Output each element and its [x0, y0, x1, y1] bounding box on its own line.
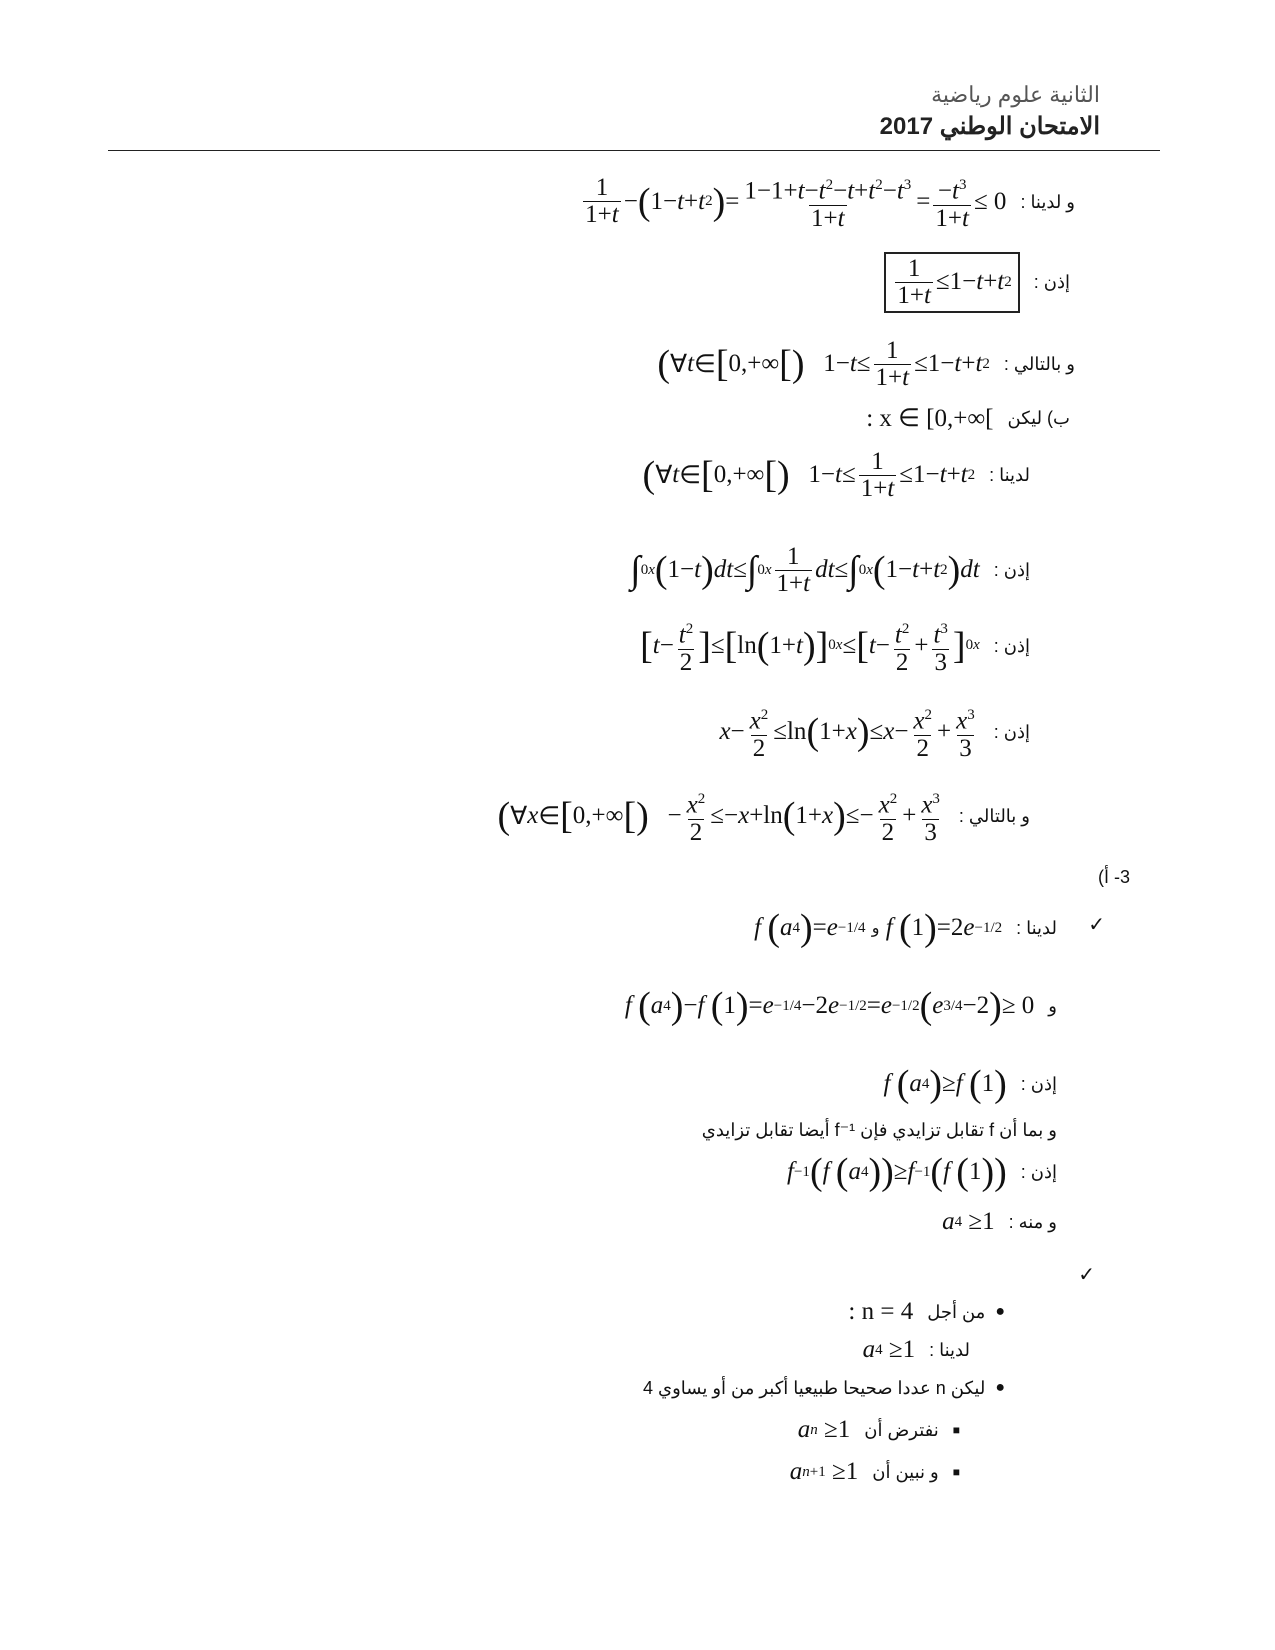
label-then: إذن :: [993, 559, 1030, 580]
label-then: إذن :: [1033, 271, 1070, 292]
math-expression: a n+1 ≥1: [789, 1458, 859, 1485]
bullet-icon: ●: [995, 1379, 1005, 1396]
label-we-have-and: و لدينا :: [1020, 191, 1075, 212]
math-expression: [ t − $\frac{t^2}{2}$ ] ≤ [ ln ( 1+ t ) ] 0 x ≤ [ t − $\frac{t^2}{2}$ + $\frac{t^3}{3}$ ] 0 x: [640, 621, 980, 676]
math-expression: f ( a 4 ) ≥ f ( 1 ): [883, 1063, 1007, 1105]
label-and: و: [1048, 995, 1057, 1016]
line-let-x: [866, 400, 1070, 436]
label-we-have: لدينا :: [989, 464, 1030, 485]
math-n-eq-4: : n = 4: [848, 1298, 914, 1325]
label-hence: و منه :: [1008, 1211, 1057, 1232]
header-divider: [108, 150, 1160, 151]
math-expression: a 4 ≥1: [942, 1208, 995, 1235]
label-let-n: ليكن n عددا صحيحا طبيعيا أكبر من أو يساوي 4: [642, 1377, 986, 1398]
eq-difference: [580, 172, 1075, 232]
eq-boxed-result: [884, 252, 1070, 312]
math-expression: ( ∀ t ∈ [ 0,+∞ [ ) 1− t ≤ $\frac{1}{1+t}$ ≤1− t + t 2: [657, 336, 990, 391]
label-let-x: ب) ليكن: [1007, 407, 1070, 428]
boxed-inequality: $\frac{1}{1+t}$ ≤1− t + t 2: [884, 252, 1019, 313]
label-then: إذن :: [1020, 1161, 1057, 1182]
line-we-have-a4: [863, 1330, 970, 1370]
bullet-let-n: [643, 1368, 1005, 1408]
eq-a4-result: [942, 1200, 1057, 1244]
eq-ln-bounds: [719, 702, 1030, 762]
header-subtitle: الثانية علوم رياضية: [931, 82, 1100, 107]
math-expression: $\frac{1}{1+t}$ − ( 1− t + t 2 ) = $\frac{1-1+t-t^2-t+t^2-t^3}{1+t}$ = $\frac{-t^3}{1+t}$ ≤ 0: [585, 174, 1007, 232]
label-show: و نبين أن: [872, 1461, 939, 1482]
math-expression: f −1 ( f ( a 4 ) ) ≥ f −1 ( f ( 1 ) ): [787, 1151, 1007, 1193]
math-expression: f ( a 4 ) = e −1/4 و f ( 1 ) =2 e −1/2: [754, 907, 1003, 949]
page-header: [880, 80, 1100, 144]
square-bullet-icon: ■: [952, 1465, 960, 1479]
eq-integrals: [630, 540, 1030, 600]
square-bullet-icon: ■: [952, 1423, 960, 1437]
bullet-icon: ●: [995, 1303, 1005, 1320]
label-then: إذن :: [1020, 1073, 1057, 1094]
label-since-bijection: و بما أن f تقابل تزايدي فإن f⁻¹ أيضا تقابل تزايدي: [701, 1119, 1057, 1140]
math-expression: ( ∀ x ∈ [ 0,+∞ [ ) − $\frac{x^2}{2}$ ≤− x +ln ( 1+ x ) ≤− $\frac{x^2}{2}$ + $\frac{x^3}{3}$: [497, 791, 940, 846]
header-title: الامتحان الوطني 2017: [879, 113, 1100, 140]
math-expression: ∫ 0 x ( 1− t ) dt ≤ ∫ 0 x $\frac{1}{1+t}$ dt ≤ ∫ 0 x ( 1− t + t 2 ) dt: [630, 542, 980, 597]
subbullet-show: [790, 1452, 960, 1492]
label-and-thus: و بالتالي :: [1003, 353, 1075, 374]
label-part-3a: 3- أ): [1097, 866, 1130, 887]
label-we-have: لدينا :: [929, 1339, 970, 1360]
label-for-n4: من أجل: [927, 1301, 986, 1322]
label-suppose: نفترض أن: [864, 1419, 939, 1440]
math-expression: a n ≥1: [797, 1416, 851, 1443]
eq-f-difference: [625, 970, 1057, 1042]
math-x-interval: : x ∈ [0,+∞[: [866, 405, 994, 432]
label-we-have: لدينا :: [1016, 917, 1057, 938]
line-bijection: [702, 1112, 1057, 1148]
label-and-thus: و بالتالي :: [958, 805, 1030, 826]
eq-primitives: [640, 610, 1030, 682]
section-3a: [1098, 862, 1130, 892]
eq-final-bounds: [497, 786, 1030, 846]
eq-f-values: [754, 898, 1057, 958]
math-expression: f ( a 4 ) − f ( 1 ) = e −1/4 −2 e −1/2 = e −1/2 ( e 3/4 −2 ) ≥ 0: [624, 985, 1035, 1027]
eq-f-compare: [883, 1062, 1057, 1106]
eq-we-have: [643, 445, 1030, 505]
eq-inverse-compare: [787, 1150, 1057, 1194]
math-expression: a 4 ≥1: [862, 1336, 916, 1363]
bullet-n4: [848, 1292, 1005, 1332]
check-icon: ✓: [1088, 914, 1105, 936]
label-and: و: [871, 920, 880, 937]
eq-double-inequality: [657, 334, 1075, 394]
label-then: إذن :: [993, 721, 1030, 742]
label-then: إذن :: [993, 635, 1030, 656]
check-icon: ✓: [1078, 1264, 1095, 1286]
math-expression: x − $\frac{x^2}{2}$ ≤ln ( 1+ x ) ≤ x − $\frac{x^2}{2}$ + $\frac{x^3}{3}$: [719, 707, 975, 762]
subbullet-suppose: [798, 1410, 960, 1450]
math-expression: ( ∀ t ∈ [ 0,+∞ [ ) 1− t ≤ $\frac{1}{1+t}$ ≤1− t + t 2: [642, 447, 976, 502]
